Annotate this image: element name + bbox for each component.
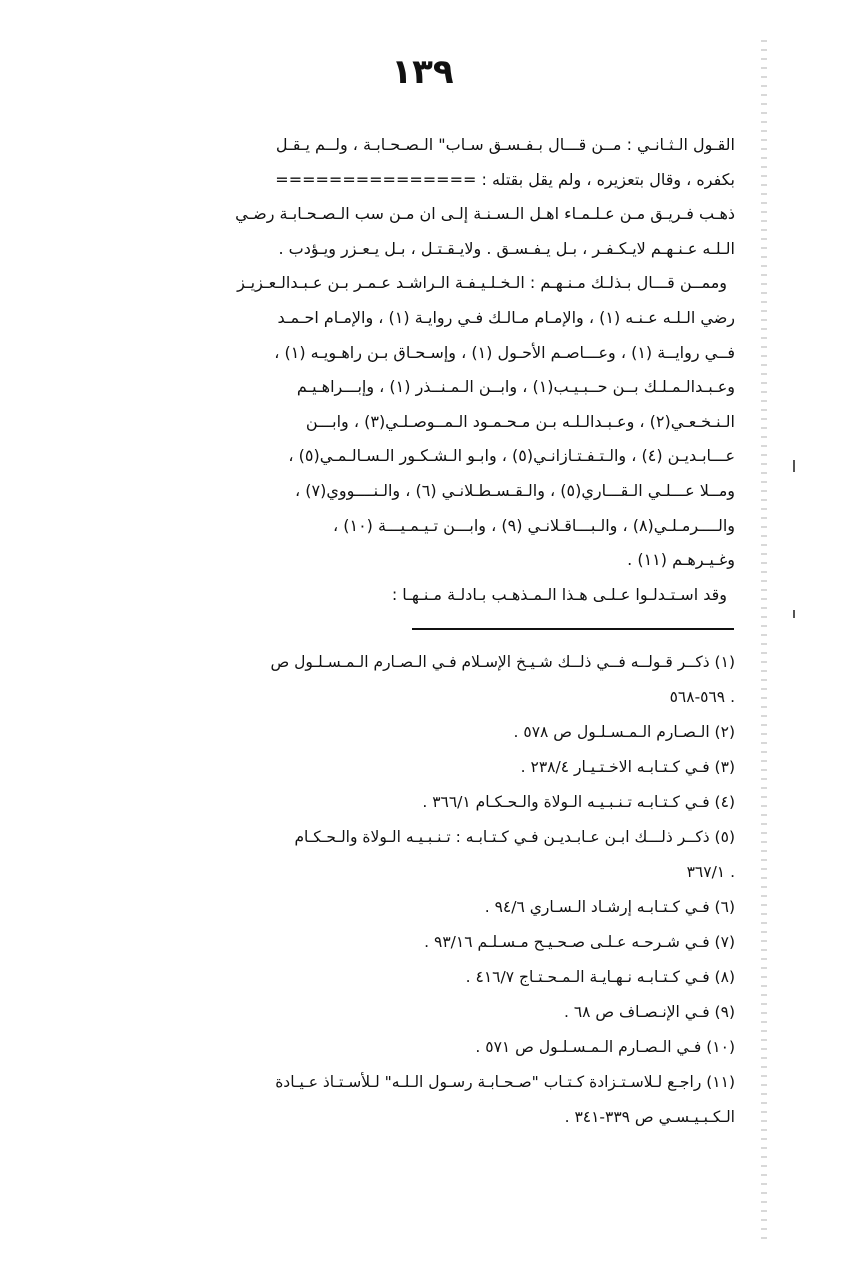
scan-edge-mark — [793, 610, 795, 618]
footnote-line: الـكـبـيـسـي ص ٣٣٩-٣٤١ . — [564, 1108, 735, 1126]
footnote-line: . ٥٦٩-٥٦٨ — [669, 688, 735, 706]
body-line: وقد اسـتـدلـوا عـلـى هـذا الـمـذهـب بـادلـة مـنـهـا : — [391, 584, 727, 604]
footnote-line: (٥) ذكــر ذلـــك ابـن عـابـديـن فـي كـتـابـه : تـنـبـيـه الـولاة والـحـكـام — [294, 828, 735, 846]
body-line: الـنـخـعـي(٢) ، وعـبـدالـلـه بـن مـحـمـود الـمــوصـلـي(٣) ، وابـــن — [305, 411, 735, 431]
body-line: ذهـب فـريـق مـن عـلـمـاء اهـل الـسـنـة إلـى ان مـن سب الـصـحـابـة رضـي — [235, 204, 735, 224]
footnote-line: (١٠) فـي الـصـارم الـمـسـلـول ص ٥٧١ . — [475, 1038, 735, 1056]
footnote-line: (٧) فـي شـرحـه عـلـى صـحـيـح مـسـلـم ٩٣/١٦ . — [424, 933, 735, 951]
footnote-line: (٣) فـي كـتـابـه الاخـتـيـار ٢٣٨/٤ . — [520, 758, 735, 776]
body-line: وممــن قـــال بـذلـك مـنـهـم : الـخـلـيـفـة الـراشـد عـمـر بـن عـبـدالـعـزيـز — [237, 273, 727, 293]
footnote-line: (٩) فـي الإنـصـاف ص ٦٨ . — [563, 1003, 735, 1021]
body-line: ومــلا عـــلـي الـقـــاري(٥) ، والـقـسـطـلانـي (٦) ، والـنــــووي(٧) ، — [294, 480, 735, 500]
body-line: الـلـه عـنـهـم لايـكـفـر ، بـل يـفـسـق . ولايـقـتـل ، بـل يـعـزر ويـؤدب . — [278, 238, 735, 258]
body-line: رضي الـلـه عـنـه (١) ، والإمـام مـالـك فـي روايـة (١) ، والإمـام احـمـد — [277, 307, 735, 327]
body-line: وعـبـدالـمـلـك بــن حــبـيـب(١) ، وابــن الـمـنــذر (١) ، وإبـــراهـيـم — [296, 377, 735, 397]
body-line: وغـيـرهـم (١١) . — [627, 550, 735, 570]
scan-edge-noise — [761, 40, 767, 1240]
body-line: بكفره ، وقال بتعزيره ، ولم يقل بقتله : =============== — [275, 169, 735, 189]
body-line: القـول الـثـانـي : مــن قـــال بـفـسـق سـاب" الـصـحـابـة ، ولــم يـقـل — [275, 135, 735, 154]
scan-edge-mark — [793, 460, 795, 472]
footnote-line: (٨) فـي كـتـابـه نـهـايـة الـمـحـتـاج ٤١٦/٧ . — [465, 968, 735, 986]
footnote-line: (٤) فـي كـتـابـه تـنـبـيـه الـولاة والـحـكـام ٣٦٦/١ . — [422, 793, 735, 811]
body-text — [150, 128, 735, 612]
footnote-separator — [412, 628, 734, 630]
footnote-line: (٢) الـصـارم الـمـسـلـول ص ٥٧٨ . — [513, 723, 735, 741]
footnotes — [150, 645, 735, 1135]
page-number: ١٣٩ — [391, 52, 454, 92]
footnote-line: (١١) راجـع لـلاسـتـزادة كـتـاب "صـحـابـة رسـول الـلـه" لـلأسـتـاذ عـيـادة — [275, 1073, 735, 1091]
footnote-line: (٦) فـي كـتـابـه إرشـاد الـسـاري ٩٤/٦ . — [484, 898, 735, 916]
footnote-line: (١) ذكــر قـولــه فــي ذلــك شـيـخ الإسـلام فـي الـصـارم الـمـسـلـول ص — [270, 653, 735, 671]
body-line: والــــرمـلـي(٨) ، والـبـــاقـلانـي (٩) ، وابـــن تـيـمـيـــة (١٠) ، — [332, 515, 735, 535]
body-line: فــي روايــة (١) ، وعـــاصـم الأحـول (١) ، وإسـحـاق بـن راهـويـه (١) ، — [274, 342, 735, 362]
body-line: عـــابـديـن (٤) ، والـتـفـتـازانـي(٥) ، وابـو الـشـكـور الـسـالـمـي(٥) ، — [288, 446, 735, 466]
footnote-line: . ٣٦٧/١ — [686, 863, 735, 881]
